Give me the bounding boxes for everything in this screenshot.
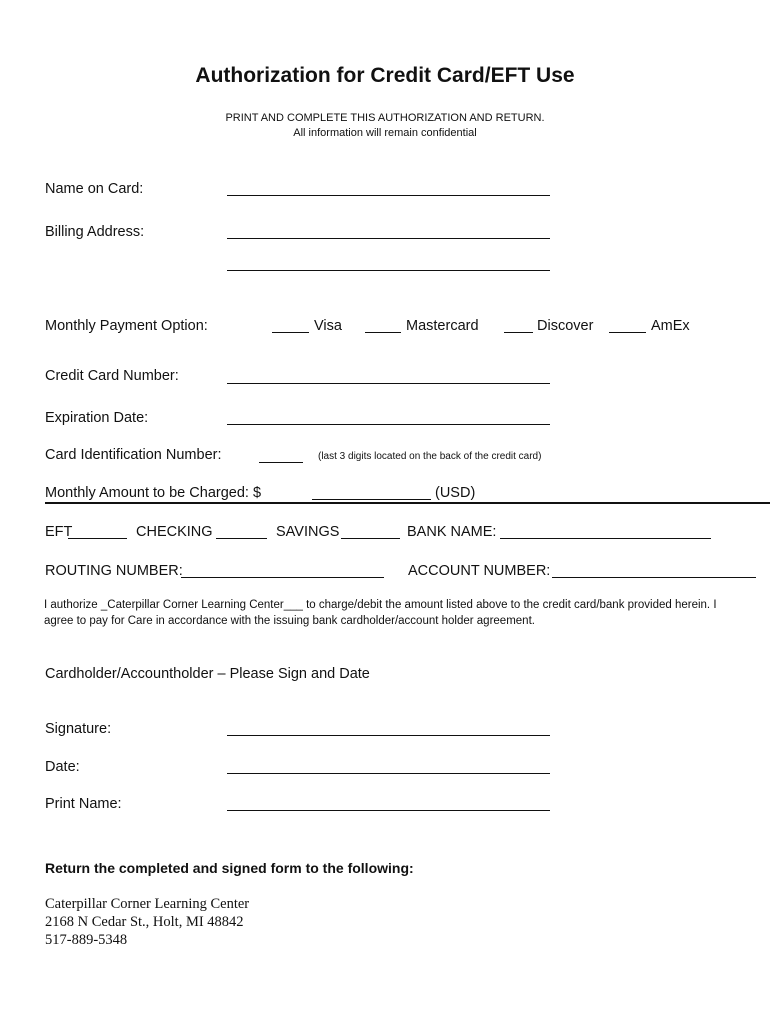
mastercard-blank[interactable] — [365, 332, 401, 333]
amex-blank[interactable] — [609, 332, 646, 333]
print-name-field[interactable] — [227, 810, 550, 811]
amex-label: AmEx — [651, 318, 690, 334]
form-title: Authorization for Credit Card/EFT Use — [195, 64, 575, 87]
cid-note: (last 3 digits located on the back of the credit card) — [318, 451, 542, 462]
eft-field[interactable] — [68, 538, 127, 539]
visa-blank[interactable] — [272, 332, 309, 333]
section-divider — [45, 502, 770, 504]
return-address: 2168 N Cedar St., Holt, MI 48842 — [45, 914, 244, 930]
confidential-note: All information will remain confidential — [293, 127, 477, 139]
cid-label: Card Identification Number: — [45, 447, 222, 463]
name-on-card-field[interactable] — [227, 195, 550, 196]
routing-label: ROUTING NUMBER: — [45, 563, 183, 579]
signature-label: Signature: — [45, 721, 112, 737]
checking-field[interactable] — [216, 538, 267, 539]
return-heading: Return the completed and signed form to the following: — [45, 860, 414, 876]
return-phone: 517-889-5348 — [45, 932, 128, 948]
account-label: ACCOUNT NUMBER: — [408, 563, 551, 579]
amount-field[interactable] — [312, 499, 431, 500]
date-field[interactable] — [227, 773, 550, 774]
name-on-card-label: Name on Card: — [45, 181, 144, 197]
account-field[interactable] — [552, 577, 756, 578]
date-label: Date: — [45, 759, 80, 775]
discover-label: Discover — [537, 318, 594, 334]
card-number-field[interactable] — [227, 383, 550, 384]
savings-field[interactable] — [341, 538, 400, 539]
billing-address-field-2[interactable] — [227, 270, 550, 271]
form-subtitle: PRINT AND COMPLETE THIS AUTHORIZATION AND RETURN. — [225, 112, 545, 124]
cid-field[interactable] — [259, 462, 303, 463]
payment-option-label: Monthly Payment Option: — [45, 318, 208, 334]
billing-address-label: Billing Address: — [45, 224, 145, 240]
expiration-label: Expiration Date: — [45, 410, 149, 426]
routing-field[interactable] — [181, 577, 384, 578]
expiration-field[interactable] — [227, 424, 550, 425]
savings-label: SAVINGS — [276, 524, 340, 540]
card-number-label: Credit Card Number: — [45, 368, 179, 384]
visa-label: Visa — [314, 318, 342, 334]
authorization-text: I authorize _Caterpillar Corner Learning Center___ to charge/debit the amount listed above to the credit card/bank provided herein. I agree to pay for Care in accordance with the issuing bank cardholder/account holder agreement. — [44, 599, 717, 627]
signature-field[interactable] — [227, 735, 550, 736]
print-name-label: Print Name: — [45, 796, 122, 812]
bank-name-field[interactable] — [500, 538, 711, 539]
bank-name-label: BANK NAME: — [407, 524, 497, 540]
eft-label: EFT — [45, 524, 73, 540]
checking-label: CHECKING — [136, 524, 213, 540]
discover-blank[interactable] — [504, 332, 533, 333]
usd-label: (USD) — [435, 485, 476, 501]
amount-label: Monthly Amount to be Charged: $ — [45, 485, 262, 501]
return-org: Caterpillar Corner Learning Center — [45, 896, 250, 912]
sign-heading: Cardholder/Accountholder – Please Sign and Date — [45, 666, 370, 682]
billing-address-field-1[interactable] — [227, 238, 550, 239]
mastercard-label: Mastercard — [406, 318, 479, 334]
